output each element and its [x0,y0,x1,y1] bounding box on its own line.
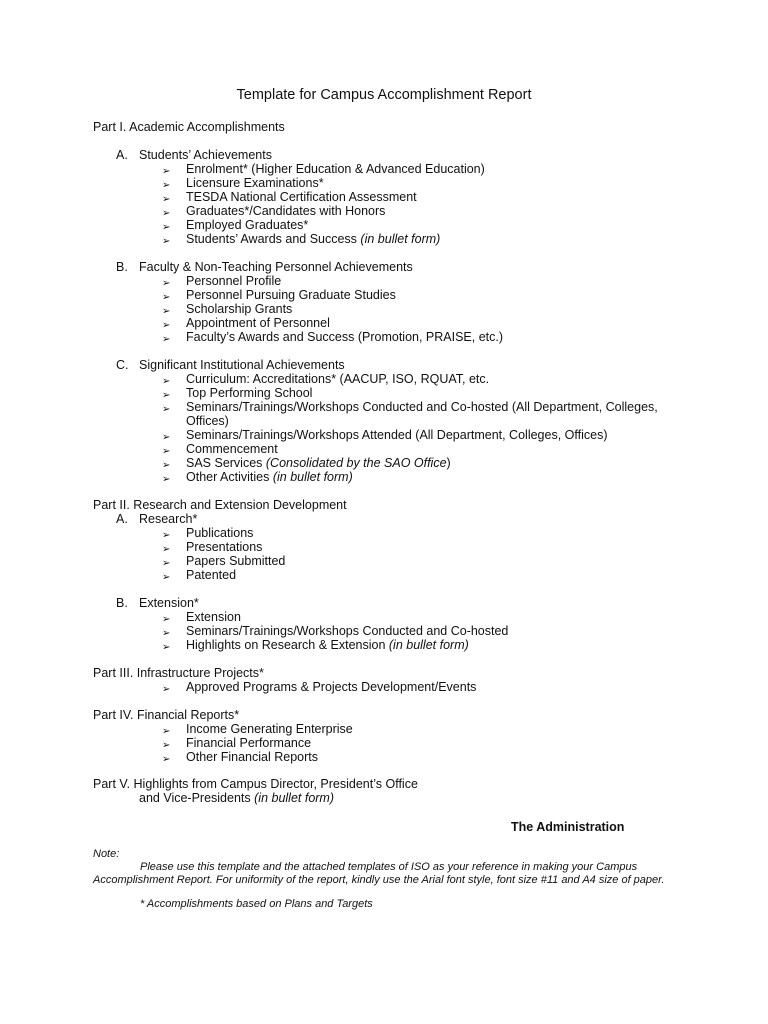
bullet-text: Personnel Pursuing Graduate Studies [186,288,396,302]
list-item [186,750,318,765]
list-item [186,316,330,331]
bullet-text-suffix: ) [446,456,451,470]
bullet-text: Licensure Examinations* [186,176,324,190]
italic-note: (in bullet form) [388,638,469,652]
italic-note: (in bullet form) [360,232,441,246]
list-item [186,386,312,401]
section-b-letter: B. [116,596,128,610]
list-item [186,470,353,485]
list-item [186,456,451,471]
bullet-text: Presentations [186,540,263,554]
arrowhead-bullet-icon: ➢ [162,222,171,233]
list-item [186,722,353,737]
list-item [186,400,658,415]
part-heading: Part IV. Financial Reports* [93,708,240,722]
section-a-label: Students’ Achievements [139,148,272,162]
arrowhead-bullet-icon: ➢ [162,740,171,751]
bullet-text: and Vice-Presidents [139,791,255,805]
part-heading: Part V. Highlights from Campus Director, President’s Office [93,777,418,791]
list-item [186,372,489,387]
note-label: Note: [93,848,120,860]
signature-line: The Administration [511,820,625,834]
list-item [186,330,503,345]
arrowhead-bullet-icon: ➢ [162,166,171,177]
bullet-text: Seminars/Trainings/Workshops Conducted and Co-hosted [186,624,509,638]
arrowhead-bullet-icon: ➢ [162,404,171,415]
document-title: Template for Campus Accomplishment Report [236,87,532,103]
list-item [186,176,324,191]
list-item [186,274,281,289]
bullet-text: Appointment of Personnel [186,316,330,330]
bullet-text: Commencement [186,442,278,456]
arrowhead-bullet-icon: ➢ [162,208,171,219]
arrowhead-bullet-icon: ➢ [162,236,171,247]
bullet-text: Income Generating Enterprise [186,722,353,736]
bullet-text: Other Activities [186,470,273,484]
bullet-text: Curriculum: Accreditations* (AACUP, ISO, RQUAT, etc. [186,372,490,386]
list-item-continuation: Offices) [186,414,229,428]
note-footnote: * Accomplishments based on Plans and Targets [140,898,373,910]
section-a-letter: A. [116,148,128,162]
arrowhead-bullet-icon: ➢ [162,292,171,303]
arrowhead-bullet-icon: ➢ [162,432,171,443]
arrowhead-bullet-icon: ➢ [162,614,171,625]
bullet-text: Publications [186,526,254,540]
arrowhead-bullet-icon: ➢ [162,180,171,191]
list-item [186,190,417,205]
list-item [186,624,508,639]
list-item [186,302,292,317]
list-item [186,162,485,177]
arrowhead-bullet-icon: ➢ [162,572,171,583]
arrowhead-bullet-icon: ➢ [162,278,171,289]
arrowhead-bullet-icon: ➢ [162,460,171,471]
section-c-label: Significant Institutional Achievements [139,358,345,372]
part-heading: Part III. Infrastructure Projects* [93,666,264,680]
bullet-text: Highlights on Research & Extension [186,638,389,652]
arrowhead-bullet-icon: ➢ [162,390,171,401]
arrowhead-bullet-icon: ➢ [162,194,171,205]
arrowhead-bullet-icon: ➢ [162,376,171,387]
list-item [186,610,241,625]
arrowhead-bullet-icon: ➢ [162,306,171,317]
italic-note: (Consolidated by the SAO Office [265,456,447,470]
arrowhead-bullet-icon: ➢ [162,320,171,331]
arrowhead-bullet-icon: ➢ [162,530,171,541]
bullet-text: Top Performing School [186,386,313,400]
arrowhead-bullet-icon: ➢ [162,684,171,695]
bullet-text: TESDA National Certification Assessment [186,190,417,204]
arrowhead-bullet-icon: ➢ [162,474,171,485]
section-c-letter: C. [116,358,129,372]
part-heading-continuation [139,791,334,806]
bullet-text: Seminars/Trainings/Workshops Attended (All Department, Colleges, Offices) [186,428,608,442]
bullet-text: Enrolment* (Higher Education & Advanced Education) [186,162,485,176]
list-item [186,680,476,695]
arrowhead-bullet-icon: ➢ [162,446,171,457]
bullet-text: Patented [186,568,237,582]
bullet-text: Personnel Profile [186,274,282,288]
arrowhead-bullet-icon: ➢ [162,754,171,765]
list-item [186,288,396,303]
list-item [186,638,469,653]
bullet-text: Financial Performance [186,736,312,750]
bullet-text: Graduates*/Candidates with Honors [186,204,386,218]
section-b-letter: B. [116,260,128,274]
bullet-text: Papers Submitted [186,554,286,568]
list-item [186,218,308,233]
list-item [186,554,285,569]
note-body: Please use this template and the attached templates of ISO as your reference in making your Campus Accomplishment Report. For uniformity of the report, kindly use the Arial font style, font size #11 and A4 size of paper. [93,861,665,886]
section-b-label: Faculty & Non-Teaching Personnel Achievements [139,260,413,274]
arrowhead-bullet-icon: ➢ [162,544,171,555]
section-a-letter: A. [116,512,128,526]
bullet-text: Other Financial Reports [186,750,319,764]
list-item [186,736,311,751]
list-item [186,428,607,443]
bullet-text: Employed Graduates* [186,218,309,232]
bullet-text: Approved Programs & Projects Development/Events [186,680,477,694]
bullet-text: Faculty’s Awards and Success (Promotion, PRAISE, etc.) [186,330,504,344]
part-heading: Part I. Academic Accomplishments [93,120,285,134]
bullet-text: Extension [186,610,241,624]
arrowhead-bullet-icon: ➢ [162,642,171,653]
list-item [186,232,440,247]
section-a-label: Research* [139,512,198,526]
bullet-text: Scholarship Grants [186,302,293,316]
arrowhead-bullet-icon: ➢ [162,558,171,569]
list-item [186,540,262,555]
arrowhead-bullet-icon: ➢ [162,334,171,345]
italic-note: (in bullet form) [272,470,353,484]
arrowhead-bullet-icon: ➢ [162,628,171,639]
list-item [186,526,253,541]
list-item [186,568,236,583]
arrowhead-bullet-icon: ➢ [162,726,171,737]
italic-note: (in bullet form) [254,791,335,805]
bullet-text: Seminars/Trainings/Workshops Conducted and Co-hosted (All Department, Colleges, [186,400,658,414]
section-b-label: Extension* [139,596,199,610]
part-heading: Part II. Research and Extension Development [93,498,347,512]
list-item [186,442,278,457]
list-item [186,204,385,219]
bullet-text: SAS Services [186,456,266,470]
bullet-text: Students’ Awards and Success [186,232,361,246]
